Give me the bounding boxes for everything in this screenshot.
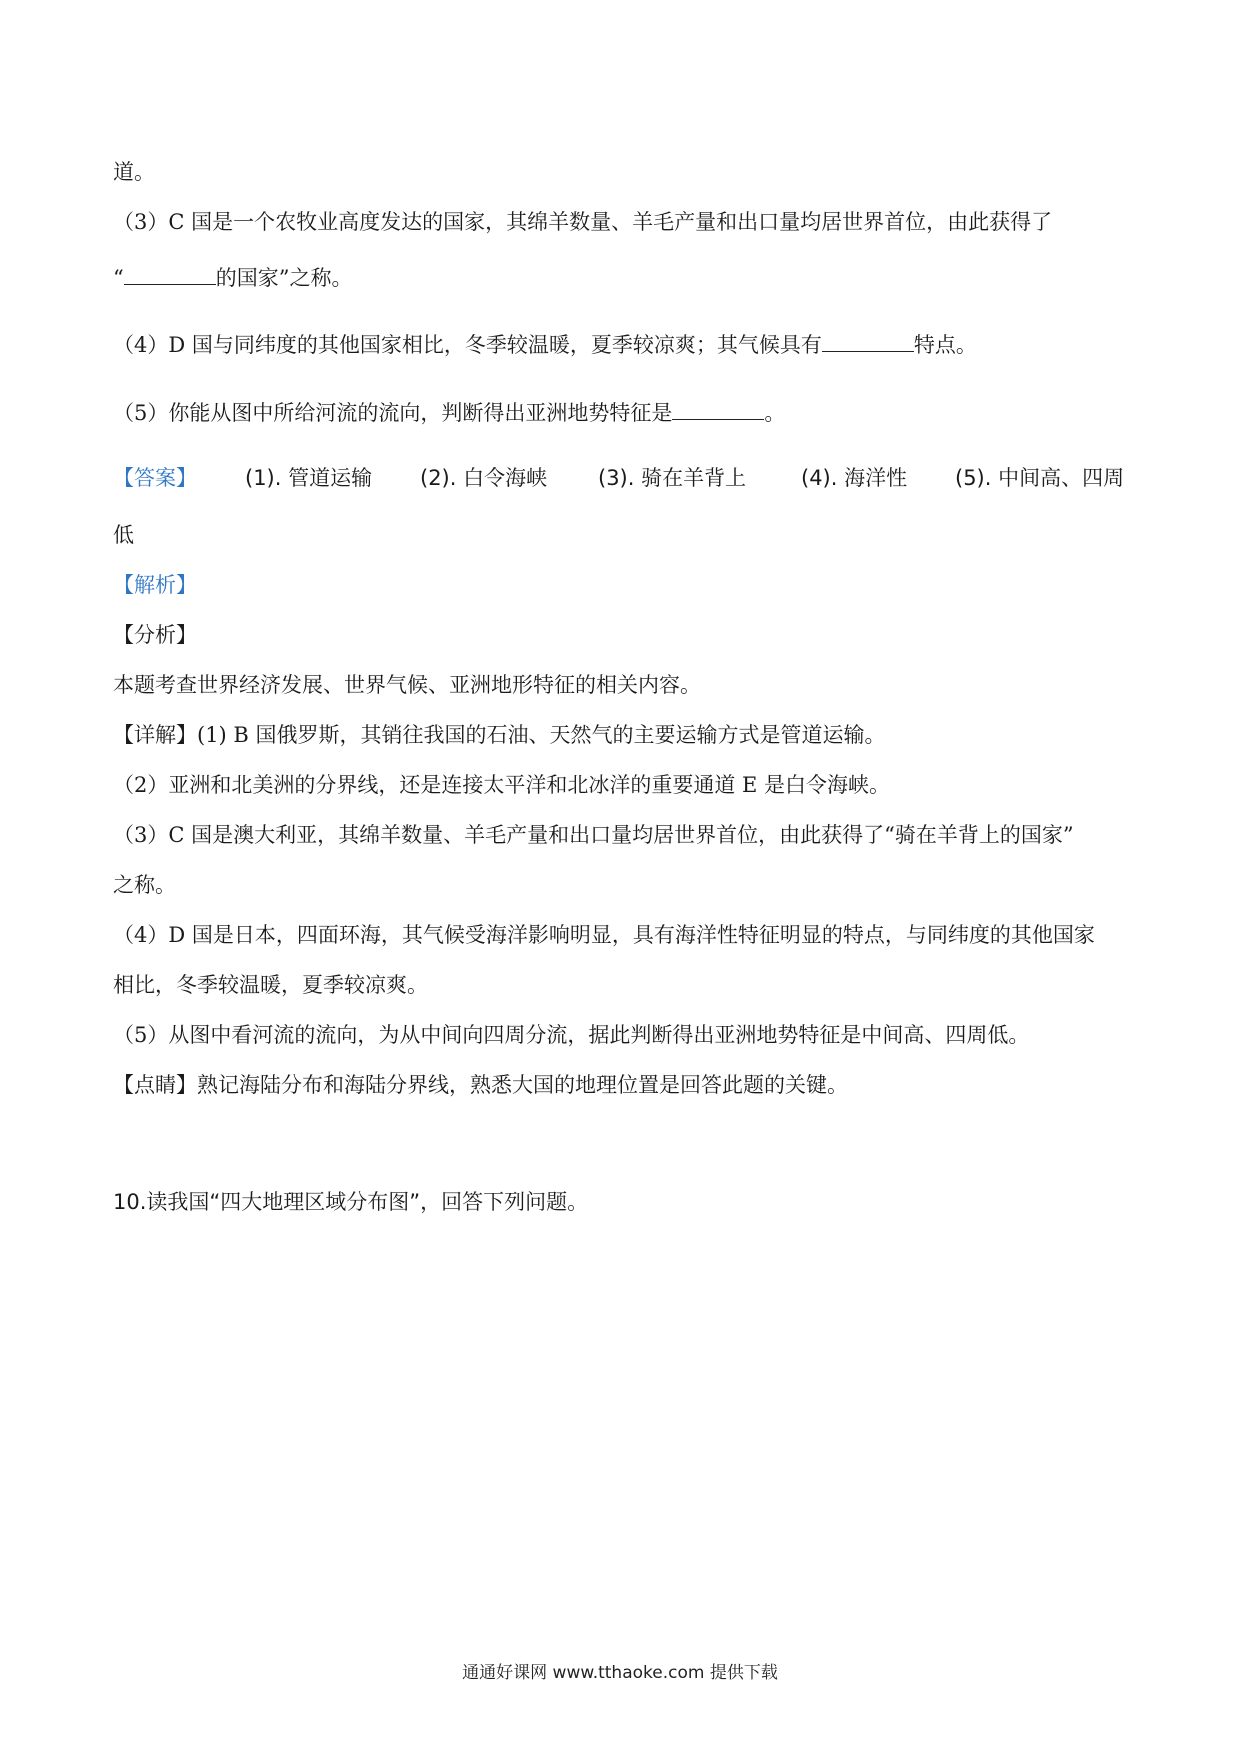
answer-item: (2). 白令海峡: [420, 466, 548, 490]
question-4-tail: 特点。: [913, 333, 977, 357]
footer: 通通好课网 www.tthaoke.com 提供下载: [462, 1663, 778, 1683]
question-5-tail: 。: [764, 401, 786, 425]
answer-item: (4). 海洋性: [801, 466, 908, 490]
detail-3-line-1: （3）C 国是澳大利亚，其绵羊数量、羊毛产量和出口量均居世界首位，由此获得了“骑在羊背上的国家”: [113, 823, 1074, 847]
question-4-text: （4）D 国与同纬度的其他国家相比，冬季较温暖，夏季较凉爽；其气候具有: [113, 333, 822, 357]
question-10: 10.读我国“四大地理区域分布图”，回答下列问题。: [113, 1190, 589, 1214]
analysis-intro: 本题考查世界经济发展、世界气候、亚洲地形特征的相关内容。: [113, 673, 701, 697]
answer-row: [113, 463, 1133, 493]
detail-3-line-2: 之称。: [113, 873, 176, 897]
dianjing: 【点睛】熟记海陆分布和海陆分界线，熟悉大国的地理位置是回答此题的关键。: [113, 1073, 848, 1097]
detail-2: （2）亚洲和北美洲的分界线，还是连接太平洋和北冰洋的重要通道 E 是白令海峡。: [113, 773, 891, 797]
answer-item: (1). 管道运输: [245, 466, 373, 490]
answer-item: (5). 中间高、四周: [955, 466, 1125, 490]
detail-4-line-2: 相比，冬季较温暖，夏季较凉爽。: [113, 973, 428, 997]
answer-continuation: 低: [113, 523, 134, 547]
open-quote: “: [113, 266, 124, 290]
detail-1: 【详解】(1) B 国俄罗斯，其销往我国的石油、天然气的主要运输方式是管道运输。: [113, 723, 886, 747]
analysis-tag: 【解析】: [113, 573, 197, 597]
question-5-text: （5）你能从图中所给河流的流向，判断得出亚洲地势特征是: [113, 401, 673, 425]
question-3-tail: 的国家”之称。: [215, 266, 353, 290]
fenxi-heading: 【分析】: [113, 623, 197, 647]
question-3-line-2: [113, 263, 353, 293]
text-line: 道。: [113, 160, 155, 184]
detail-5: （5）从图中看河流的流向，为从中间向四周分流，据此判断得出亚洲地势特征是中间高、四周低。: [113, 1023, 1030, 1047]
answer-blank: [672, 401, 764, 420]
answer-blank: [822, 333, 914, 352]
question-4: [113, 330, 977, 360]
answer-tag: 【答案】: [113, 466, 197, 490]
answer-blank: [124, 266, 216, 285]
answer-item: (3). 骑在羊背上: [598, 466, 747, 490]
detail-4-line-1: （4）D 国是日本，四面环海，其气候受海洋影响明显，具有海洋性特征明显的特点，与同纬度的其他国家: [113, 923, 1095, 947]
question-3-line-1: （3）C 国是一个农牧业高度发达的国家，其绵羊数量、羊毛产量和出口量均居世界首位，由此获得了: [113, 210, 1053, 234]
question-5: [113, 398, 785, 428]
